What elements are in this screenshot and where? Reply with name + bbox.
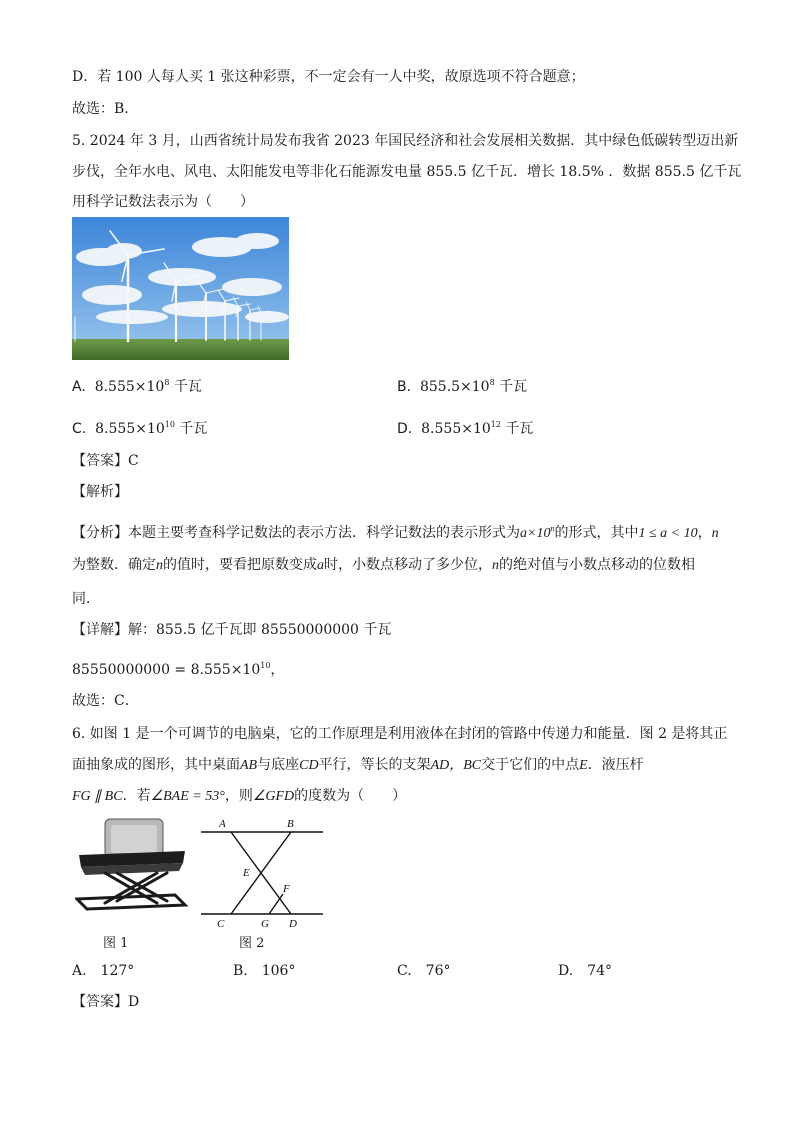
q5-stem-line3: 用科学记数法表示为（ ） <box>72 194 254 210</box>
label-b: B <box>287 818 294 830</box>
q5-answer: 【答案】C <box>72 453 139 469</box>
q4-option-d: D．若 100 人每人买 1 张这种彩票，不一定会有一人中奖，故原选项不符合题意； <box>72 69 585 85</box>
q6-option-a[interactable]: A. 127° <box>72 963 135 979</box>
q5-detail-line2: $85550000000 = 8.555\times 10^{10}$， <box>72 661 285 678</box>
q6-option-d[interactable]: D. 74° <box>558 963 612 979</box>
label-a: A <box>219 818 226 830</box>
label-c: C <box>217 918 225 930</box>
figure-1-desk <box>75 815 190 915</box>
label-e: E <box>243 867 250 879</box>
q5-option-c[interactable]: C. $8.555\times 10^{10}$ 千瓦 <box>72 420 208 437</box>
label-f: F <box>283 883 290 895</box>
q5-option-d[interactable]: D. $8.555\times 10^{12}$ 千瓦 <box>397 420 534 437</box>
label-g: G <box>261 918 269 930</box>
q5-stem-line1: 5. 2024 年 3 月，山西省统计局发布我省 2023 年国民经济和社会发展相关数据．其中绿色低碳转型迈出新 <box>72 133 739 149</box>
q5-fenxi-line2: 为整数．确定n的值时，要看把原数变成a时，小数点移动了多少位，n的绝对值与小数点移动的位数相 <box>72 557 695 573</box>
q5-fenxi-line1: 【分析】本题主要考查科学记数法的表示方法．科学记数法的表示形式为$a\times 10^n$的形式，其中1 ≤ a < 10，n <box>72 524 719 541</box>
figure-1-caption: 图 1 <box>103 936 129 951</box>
q5-stem-line2: 步伐，全年水电、风电、太阳能发电等非化石能源发电量 855.5 亿千瓦．增长 18.5% ．数据 855.5 亿千瓦 <box>72 164 742 180</box>
q5-choose: 故选：C． <box>72 693 139 709</box>
q6-stem-line2: 面抽象成的图形，其中桌面AB与底座CD平行，等长的支架AD，BC交于它们的中点E．液压杆 <box>72 757 644 773</box>
q6-answer: 【答案】D <box>72 994 140 1010</box>
q5-option-a[interactable]: A. $8.555\times 10^8$ 千瓦 <box>72 378 202 395</box>
q5-option-b[interactable]: B. $855.5\times 10^8$ 千瓦 <box>397 378 528 395</box>
q6-stem-line3: FG ∥ BC．若∠BAE = 53°，则∠GFD的度数为（ ） <box>72 788 407 804</box>
q6-option-b[interactable]: B. 106° <box>233 963 296 979</box>
q5-detail-line1: 【详解】解：855.5 亿千瓦即 85550000000 千瓦 <box>72 622 392 638</box>
line-fg <box>269 894 283 914</box>
q6-option-c[interactable]: C. 76° <box>397 963 451 979</box>
q6-stem-line1: 6. 如图 1 是一个可调节的电脑桌，它的工作原理是利用液体在封闭的管路中传递力和能量．图 2 是将其正 <box>72 726 728 742</box>
figure-2-geometry <box>197 812 327 932</box>
q5-analysis-heading: 【解析】 <box>72 484 128 500</box>
figure-2-caption: 图 2 <box>239 936 265 951</box>
label-d: D <box>289 918 297 930</box>
q5-fenxi-line3: 同． <box>72 591 100 607</box>
q4-choose: 故选：B． <box>72 101 139 117</box>
wind-turbine-photo <box>72 217 289 360</box>
